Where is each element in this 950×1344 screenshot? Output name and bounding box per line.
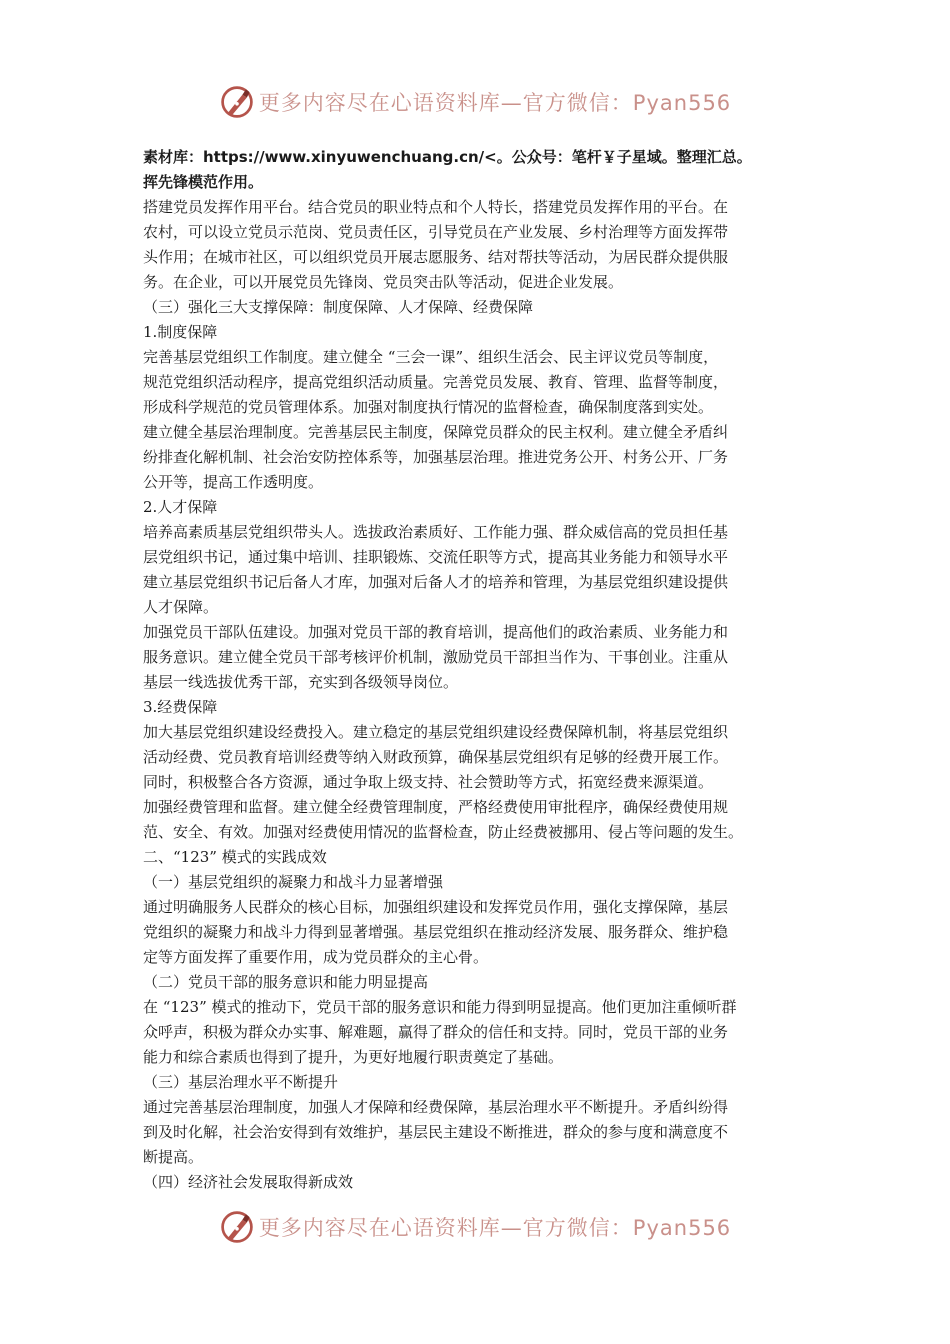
text-line: 众呼声，积极为群众办实事、解难题，赢得了群众的信任和支持。同时，党员干部的业务 xyxy=(143,1023,729,1041)
text-line: 加强党员干部队伍建设。加强对党员干部的教育培训，提高他们的政治素质、业务能力和 xyxy=(143,623,729,641)
text-line: 搭建党员发挥作用平台。结合党员的职业特点和个人特长，搭建党员发挥作用的平台。在 xyxy=(143,198,729,216)
text-line: 定等方面发挥了重要作用，成为党员群众的主心骨。 xyxy=(143,948,489,966)
text-line: 人才保障。 xyxy=(143,598,219,616)
text-line: 通过完善基层治理制度，加强人才保障和经费保障，基层治理水平不断提升。矛盾纠纷得 xyxy=(143,1098,729,1116)
text-line: （四）经济社会发展取得新成效 xyxy=(143,1173,354,1191)
text-line: 在 “123” 模式的推动下，党员干部的服务意识和能力得到明显提高。他们更加注重倾听群 xyxy=(143,998,737,1016)
text-line: 通过明确服务人民群众的核心目标，加强组织建设和发挥党员作用，强化支撑保障，基层 xyxy=(143,898,729,916)
text-line: 2.人才保障 xyxy=(143,498,218,516)
text-line: 能力和综合素质也得到了提升，为更好地履行职责奠定了基础。 xyxy=(143,1048,564,1066)
text-line: 农村，可以设立党员示范岗、党员责任区，引导党员在产业发展、乡村治理等方面发挥带 xyxy=(143,223,729,241)
text-line: 基层一线选拔优秀干部，充实到各级领导岗位。 xyxy=(143,673,459,691)
text-line: （一）基层党组织的凝聚力和战斗力显著增强 xyxy=(143,873,444,891)
text-line: 同时，积极整合各方资源，通过争取上级支持、社会赞助等方式，拓宽经费来源渠道。 xyxy=(143,773,714,791)
text-line: 二、“123” 模式的实践成效 xyxy=(143,848,327,866)
text-line: 培养高素质基层党组织带头人。选拔政治素质好、工作能力强、群众威信高的党员担任基 xyxy=(143,523,729,541)
text-line: 纷排查化解机制、社会治安防控体系等，加强基层治理。推进党务公开、村务公开、厂务 xyxy=(143,448,729,466)
text-line: 层党组织书记，通过集中培训、挂职锻炼、交流任职等方式，提高其业务能力和领导水平 xyxy=(143,548,729,566)
footer-banner xyxy=(0,1207,950,1247)
header-banner-text: 更多内容尽在心语资料库—官方微信：Pyan556 xyxy=(258,91,732,115)
text-line: 务。在企业，可以开展党员先锋岗、党员突击队等活动，促进企业发展。 xyxy=(143,273,624,291)
text-line: 挥先锋模范作用。 xyxy=(143,173,264,191)
text-line: 加大基层党组织建设经费投入。建立稳定的基层党组织建设经费保障机制，将基层党组织 xyxy=(143,723,729,741)
text-line: 素材库：https://www.xinyuwenchuang.cn/<。公众号：笔杆￥子星域。整理汇总。 xyxy=(143,148,752,166)
header-banner xyxy=(0,82,950,122)
text-line: 到及时化解，社会治安得到有效维护，基层民主建设不断推进，群众的参与度和满意度不 xyxy=(143,1123,729,1141)
text-line: 3.经费保障 xyxy=(143,698,218,716)
text-line: 断提高。 xyxy=(143,1148,204,1166)
text-line: 完善基层党组织工作制度。建立健全 “三会一课”、组织生活会、民主评议党员等制度， xyxy=(143,348,719,366)
pen-nib-logo-icon xyxy=(219,1209,255,1245)
text-line: 活动经费、党员教育培训经费等纳入财政预算，确保基层党组织有足够的经费开展工作。 xyxy=(143,748,729,766)
text-line: （三）基层治理水平不断提升 xyxy=(143,1073,339,1091)
text-line: 建立健全基层治理制度。完善基层民主制度，保障党员群众的民主权利。建立健全矛盾纠 xyxy=(143,423,729,441)
footer-banner-text: 更多内容尽在心语资料库—官方微信：Pyan556 xyxy=(258,1216,732,1240)
text-line: 服务意识。建立健全党员干部考核评价机制，激励党员干部担当作为、干事创业。注重从 xyxy=(143,648,729,666)
text-line: 范、安全、有效。加强对经费使用情况的监督检查，防止经费被挪用、侵占等问题的发生。 xyxy=(143,823,744,841)
pen-nib-logo-icon xyxy=(219,84,255,120)
text-line: 头作用；在城市社区，可以组织党员开展志愿服务、结对帮扶等活动，为居民群众提供服 xyxy=(143,248,729,266)
text-line: 党组织的凝聚力和战斗力得到显著增强。基层党组织在推动经济发展、服务群众、维护稳 xyxy=(143,923,729,941)
document-body xyxy=(143,145,807,1195)
text-line: 规范党组织活动程序，提高党组织活动质量。完善党员发展、教育、管理、监督等制度， xyxy=(143,373,729,391)
text-line: 1.制度保障 xyxy=(143,323,218,341)
text-line: （二）党员干部的服务意识和能力明显提高 xyxy=(143,973,429,991)
text-line: 公开等，提高工作透明度。 xyxy=(143,473,324,491)
text-line: （三）强化三大支撑保障：制度保障、人才保障、经费保障 xyxy=(143,298,534,316)
text-line: 形成科学规范的党员管理体系。加强对制度执行情况的监督检查，确保制度落到实处。 xyxy=(143,398,714,416)
text-line: 加强经费管理和监督。建立健全经费管理制度，严格经费使用审批程序，确保经费使用规 xyxy=(143,798,729,816)
text-line: 建立基层党组织书记后备人才库，加强对后备人才的培养和管理，为基层党组织建设提供 xyxy=(143,573,729,591)
